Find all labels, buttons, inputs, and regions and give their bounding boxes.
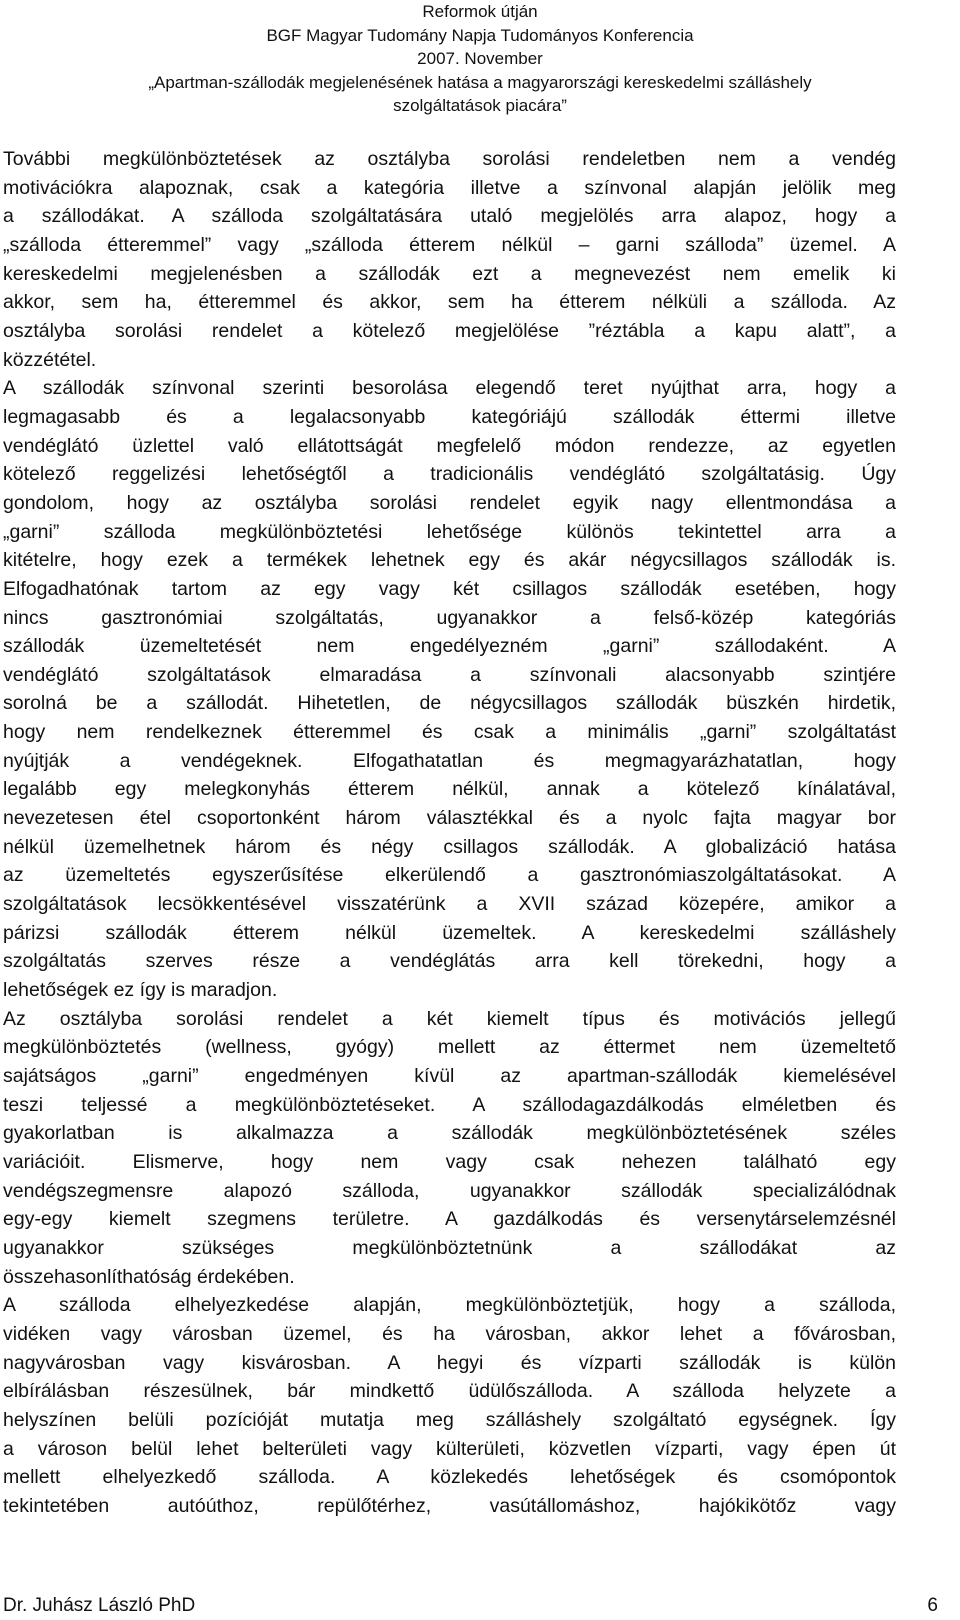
- text-line: tekintetében autóúthoz, repülőtérhez, vasútállomáshoz, hajókikötőz vagy: [3, 1494, 896, 1517]
- text-line: vidéken vagy városban üzemel, és ha városban, akkor lehet a fővárosban,: [3, 1322, 896, 1345]
- text-line: A szállodák színvonal szerinti besorolása elegendő teret nyújthat arra, hogy a: [3, 377, 896, 400]
- header-line: BGF Magyar Tudomány Napja Tudományos Konferencia: [266, 25, 694, 45]
- text-line: megkülönböztetés (wellness, gyógy) mellett az éttermet nem üzemeltető: [3, 1036, 896, 1059]
- text-line: legmagasabb és a legalacsonyabb kategóriájú szállodák éttermi illetve: [3, 405, 896, 428]
- text-line: a szállodákat. A szálloda szolgáltatására utaló megjelölés arra alapoz, hogy a: [3, 205, 896, 228]
- text-line: „garni” szálloda megkülönböztetési lehetősége különös tekintettel arra a: [3, 520, 896, 543]
- text-line: közzététel.: [3, 348, 97, 371]
- text-line: párizsi szállodák étterem nélkül üzemeltek. A kereskedelmi szálláshely: [3, 921, 896, 944]
- paragraph: [3, 1005, 896, 1292]
- page-header: [0, 0, 960, 118]
- page-footer: [0, 1592, 960, 1620]
- text-line: összehasonlíthatóság érdekében.: [3, 1265, 295, 1288]
- header-line: Reformok útján: [422, 2, 538, 21]
- header-line: 2007. November: [417, 49, 543, 68]
- text-line: vendéglátó üzlettel való ellátottságát megfelelő módon rendezze, az egyetlen: [3, 434, 896, 457]
- text-line: „szálloda étteremmel” vagy „szálloda étterem nélkül – garni szálloda” üzemel. A: [3, 233, 896, 256]
- text-line: ugyanakkor szükséges megkülönböztetnünk a szállodákat az: [3, 1236, 896, 1259]
- text-line: egy-egy kiemelt szegmens területre. A gazdálkodás és versenytárselemzésnél: [3, 1208, 896, 1231]
- text-line: legalább egy melegkonyhás étterem nélkül, annak a kötelező kínálatával,: [3, 778, 896, 801]
- paragraph: [3, 1291, 896, 1520]
- text-line: vendéglátó szolgáltatások elmaradása a színvonali alacsonyabb szintjére: [3, 663, 896, 686]
- header-line: szolgáltatások piacára”: [393, 96, 567, 115]
- text-line: szállodák üzemeltetését nem engedélyezném „garni” szállodaként. A: [3, 635, 896, 658]
- text-line: sorolná be a szállodát. Hihetetlen, de négycsillagos szállodák büszkén hirdetik,: [3, 692, 896, 715]
- text-line: gondolom, hogy az osztályba sorolási rendelet egyik nagy ellentmondása a: [3, 491, 896, 514]
- text-line: nyújtják a vendégeknek. Elfogathatatlan és megmagyarázhatatlan, hogy: [3, 749, 896, 772]
- text-line: vendégszegmensre alapozó szálloda, ugyanakkor szállodák specializálódnak: [3, 1179, 896, 1202]
- text-line: teszi teljessé a megkülönböztetéseket. A szállodagazdálkodás elméletben és: [3, 1093, 896, 1116]
- text-line: nagyvárosban vagy kisvárosban. A hegyi és vízparti szállodák is külön: [3, 1351, 896, 1374]
- text-line: motivációkra alapoznak, csak a kategória illetve a színvonal alapján jelölik meg: [3, 176, 896, 199]
- header-line: „Apartman-szállodák megjelenésének hatása a magyarországi kereskedelmi szálláshely: [148, 72, 812, 92]
- text-line: kereskedelmi megjelenésben a szállodák ezt a megnevezést nem emelik ki: [3, 262, 896, 285]
- paragraph: [3, 145, 896, 374]
- text-line: helyszínen belüli pozícióját mutatja meg szálláshely szolgáltató egységnek. Így: [3, 1408, 896, 1431]
- text-line: az üzemeltetés egyszerűsítése elkerülendő a gasztronómiaszolgáltatásokat. A: [3, 864, 896, 887]
- text-line: elbírálásban részesülnek, bár mindkettő üdülőszálloda. A szálloda helyzete a: [3, 1380, 896, 1403]
- text-line: akkor, sem ha, étteremmel és akkor, sem ha étterem nélküli a szálloda. Az: [3, 291, 896, 314]
- text-line: kitételre, hogy ezek a termékek lehetnek egy és akár négycsillagos szállodák is.: [3, 549, 896, 572]
- text-line: szolgáltatások lecsökkentésével visszatérünk a XVII század közepére, amikor a: [3, 893, 896, 916]
- paragraph: [3, 374, 896, 1004]
- text-line: mellett elhelyezkedő szálloda. A közlekedés lehetőségek és csomópontok: [3, 1466, 896, 1489]
- text-line: kötelező reggelizési lehetőségtől a tradicionális vendéglátó szolgáltatásig. Úgy: [3, 463, 896, 486]
- text-line: Az osztályba sorolási rendelet a két kiemelt típus és motivációs jellegű: [3, 1007, 896, 1030]
- document-body: [3, 145, 896, 1521]
- text-line: nincs gasztronómiai szolgáltatás, ugyanakkor a felső-közép kategóriás: [3, 606, 896, 629]
- text-line: lehetőségek ez így is maradjon.: [3, 979, 278, 1002]
- text-line: nélkül üzemelhetnek három és négy csillagos szállodák. A globalizáció hatása: [3, 835, 896, 858]
- text-line: osztályba sorolási rendelet a kötelező megjelölése ”réztábla a kapu alatt”, a: [3, 319, 896, 342]
- text-line: gyakorlatban is alkalmazza a szállodák megkülönböztetésének széles: [3, 1122, 896, 1145]
- text-line: nevezetesen étel csoportonként három választékkal és a nyolc fajta magyar bor: [3, 807, 896, 830]
- text-line: sajátságos „garni” engedményen kívül az apartman-szállodák kiemelésével: [3, 1065, 896, 1087]
- text-line: A szálloda elhelyezkedése alapján, megkülönböztetjük, hogy a szálloda,: [3, 1294, 896, 1317]
- footer-author: Dr. Juhász László PhD: [3, 1595, 196, 1616]
- text-line: hogy nem rendelkeznek étteremmel és csak a minimális „garni” szolgáltatást: [3, 721, 896, 744]
- text-line: szolgáltatás szerves része a vendéglátás arra kell törekedni, hogy a: [3, 950, 896, 973]
- text-line: Elfogadhatónak tartom az egy vagy két csillagos szállodák esetében, hogy: [3, 577, 896, 600]
- text-line: További megkülönböztetések az osztályba sorolási rendeletben nem a vendég: [3, 148, 896, 170]
- text-line: variációit. Elismerve, hogy nem vagy csak nehezen található egy: [3, 1150, 896, 1173]
- page-number: 6: [927, 1595, 938, 1616]
- text-line: a városon belül lehet belterületi vagy külterületi, közvetlen vízparti, vagy épen út: [3, 1437, 896, 1460]
